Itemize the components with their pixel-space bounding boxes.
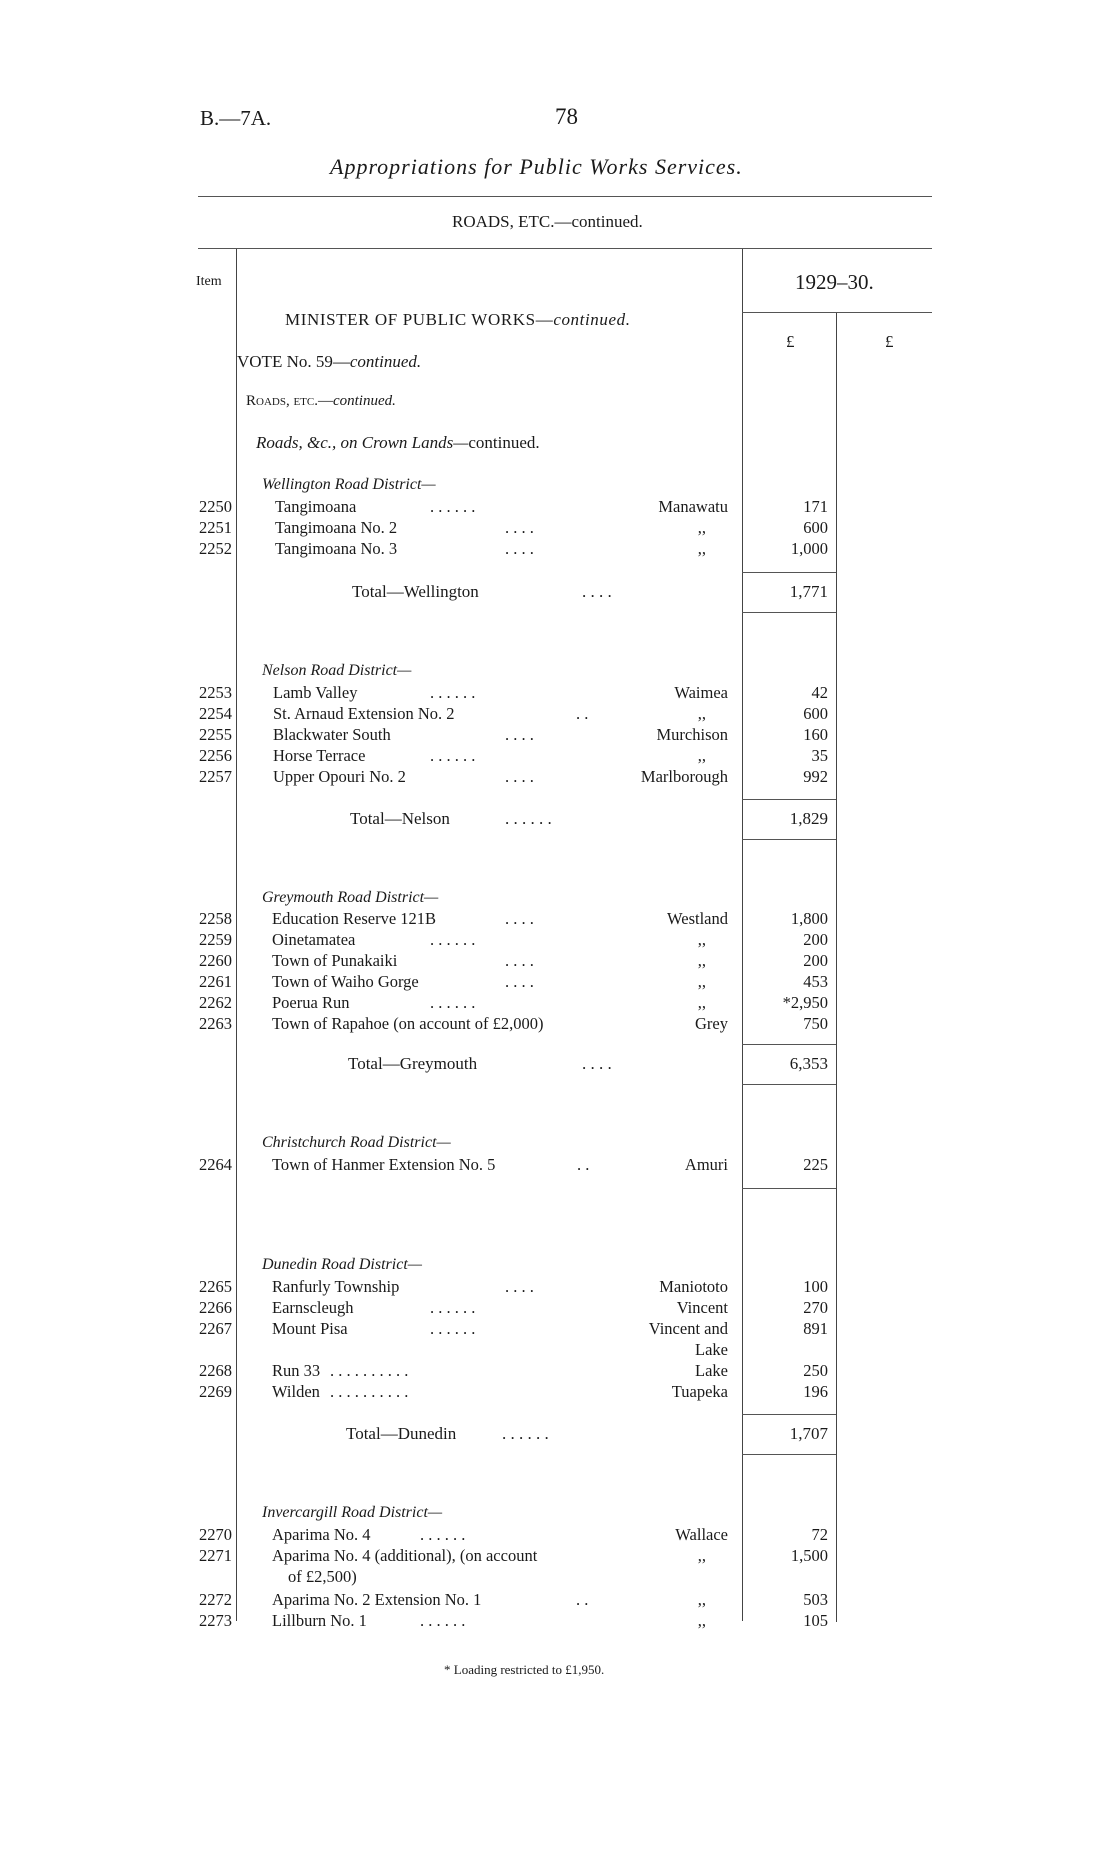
item-amount: 250	[803, 1361, 828, 1380]
item-location: ,,	[697, 746, 706, 765]
item-amount: 453	[803, 972, 828, 991]
table-row	[0, 930, 1114, 951]
leader-dots: . . . . . . . . . .	[330, 1361, 409, 1380]
table-row-continuation	[0, 1340, 1114, 1361]
leader-dots: . . . .	[505, 767, 534, 786]
page-title: Appropriations for Public Works Services.	[330, 154, 743, 179]
minister-heading: MINISTER OF PUBLIC WORKS—continued.	[285, 310, 631, 329]
item-name: Blackwater South	[273, 725, 391, 744]
leader-dots: . . . . . .	[430, 1319, 476, 1338]
item-amount: 600	[803, 518, 828, 537]
item-amount: 200	[803, 930, 828, 949]
leader-dots: . . . .	[505, 951, 534, 970]
item-location: Maniototo	[659, 1277, 728, 1296]
item-name: Lamb Valley	[273, 683, 358, 702]
leader-dots: . . . . . .	[430, 1298, 476, 1317]
table-row	[0, 1590, 1114, 1611]
item-number: 2264	[199, 1155, 232, 1174]
table-row	[0, 518, 1114, 539]
leader-dots: . . . .	[505, 909, 534, 928]
item-location: Murchison	[656, 725, 728, 744]
item-number: 2260	[199, 951, 232, 970]
item-name: St. Arnaud Extension No. 2	[273, 704, 455, 723]
item-name: Town of Hanmer Extension No. 5	[272, 1155, 496, 1174]
item-number: 2268	[199, 1361, 232, 1380]
leader-dots: . . . .	[582, 1054, 612, 1073]
item-number: 2267	[199, 1319, 232, 1338]
item-number: 2250	[199, 497, 232, 516]
item-number: 2253	[199, 683, 232, 702]
district-heading: Wellington Road District—	[262, 476, 436, 493]
item-number: 2271	[199, 1546, 232, 1565]
table-row	[0, 683, 1114, 704]
leader-dots: . . . .	[505, 1277, 534, 1296]
leader-dots: . .	[576, 704, 589, 723]
item-number: 2254	[199, 704, 232, 723]
total-label: Total—Nelson	[350, 809, 450, 828]
item-location: Westland	[667, 909, 728, 928]
currency-header-2: £	[885, 332, 894, 351]
table-row	[0, 746, 1114, 767]
item-amount: 1,000	[790, 539, 828, 558]
table-row	[0, 1277, 1114, 1298]
item-location: ,,	[697, 1611, 706, 1630]
item-amount: 891	[803, 1319, 828, 1338]
item-number: 2273	[199, 1611, 232, 1630]
item-location: Manawatu	[658, 497, 728, 516]
item-amount: 200	[803, 951, 828, 970]
item-amount: *2,950	[782, 993, 828, 1012]
table-row	[0, 539, 1114, 560]
leader-dots: . . . . . .	[505, 809, 552, 828]
item-number: 2263	[199, 1014, 232, 1033]
crown-lands-heading: Roads, &c., on Crown Lands—continued.	[256, 433, 540, 452]
item-location: Lake	[695, 1361, 728, 1380]
leader-dots: . . . .	[582, 582, 612, 601]
leader-dots: . . . . . .	[430, 497, 476, 516]
item-number: 2258	[199, 909, 232, 928]
item-amount: 105	[803, 1611, 828, 1630]
item-number: 2265	[199, 1277, 232, 1296]
item-amount: 160	[803, 725, 828, 744]
item-amount: 750	[803, 1014, 828, 1033]
leader-dots: . . . . . . . . . .	[330, 1382, 409, 1401]
table-row-continuation	[0, 1567, 1114, 1588]
item-name: Town of Waiho Gorge	[272, 972, 419, 991]
header-rule	[198, 248, 932, 249]
leader-dots: . . . . . .	[502, 1424, 549, 1443]
table-row	[0, 1382, 1114, 1403]
total-amount: 1,829	[789, 809, 828, 828]
item-amount: 600	[803, 704, 828, 723]
leader-dots: . . . .	[505, 518, 534, 537]
item-number: 2262	[199, 993, 232, 1012]
year-underline	[742, 312, 932, 313]
item-location: Marlborough	[640, 767, 728, 786]
item-name: Mount Pisa	[272, 1319, 348, 1338]
leader-dots: . .	[577, 1155, 590, 1174]
total-label: Total—Wellington	[352, 582, 479, 601]
item-location: Wallace	[675, 1525, 728, 1544]
item-number: 2259	[199, 930, 232, 949]
item-name: Tangimoana No. 2	[275, 518, 398, 537]
total-label: Total—Greymouth	[348, 1054, 478, 1073]
table-row	[0, 1361, 1114, 1382]
total-rule-top	[742, 572, 836, 573]
item-location: ,,	[697, 1546, 706, 1565]
leader-dots: . . . .	[505, 725, 534, 744]
total-rule-bottom	[742, 839, 836, 840]
vote-heading: VOTE No. 59—continued.	[237, 352, 422, 371]
roads-heading: Roads, etc.—continued.	[246, 393, 396, 409]
page-number: 78	[555, 104, 578, 129]
item-name: Ranfurly Township	[272, 1277, 400, 1296]
item-amount: 992	[803, 767, 828, 786]
table-row	[0, 767, 1114, 788]
table-row	[0, 725, 1114, 746]
item-name: Town of Rapahoe (on account of £2,000)	[272, 1014, 544, 1033]
item-name: Aparima No. 4	[272, 1525, 371, 1544]
item-amount: 196	[803, 1382, 828, 1401]
leader-dots: . . . . . .	[430, 993, 476, 1012]
table-row	[0, 909, 1114, 930]
item-name: Tangimoana No. 3	[275, 539, 398, 558]
item-amount: 72	[811, 1525, 828, 1544]
item-location: ,,	[697, 539, 706, 558]
item-location: ,,	[697, 930, 706, 949]
leader-dots: . . . . . .	[420, 1611, 466, 1630]
item-column-header: Item	[196, 274, 222, 289]
item-name: Lillburn No. 1	[272, 1611, 367, 1630]
item-amount: 42	[811, 683, 828, 702]
item-number: 2270	[199, 1525, 232, 1544]
total-label: Total—Dunedin	[346, 1424, 457, 1443]
item-name: Upper Opouri No. 2	[273, 767, 406, 786]
item-location: Vincent	[676, 1298, 728, 1317]
item-name: Aparima No. 2 Extension No. 1	[272, 1590, 482, 1609]
item-name: Oinetamatea	[272, 930, 356, 949]
table-row	[0, 497, 1114, 518]
table-row	[0, 1319, 1114, 1340]
table-row	[0, 1525, 1114, 1546]
item-name: Earnscleugh	[272, 1298, 354, 1317]
total-amount: 6,353	[789, 1054, 828, 1073]
item-amount: 270	[803, 1298, 828, 1317]
table-row	[0, 972, 1114, 993]
section-rule	[742, 1188, 836, 1189]
total-rule-bottom	[742, 1454, 836, 1455]
currency-header-1: £	[786, 332, 795, 351]
leader-dots: . . . . . .	[430, 930, 476, 949]
item-location: ,,	[697, 993, 706, 1012]
item-name: Wilden	[272, 1382, 320, 1401]
total-rule-top	[742, 1044, 836, 1045]
item-location: Amuri	[684, 1155, 728, 1174]
year-header: 1929–30.	[795, 270, 874, 294]
leader-dots: . . . . . .	[430, 683, 476, 702]
item-number: 2252	[199, 539, 232, 558]
item-amount: 1,500	[790, 1546, 828, 1565]
item-location: Waimea	[674, 683, 728, 702]
item-location: ,,	[697, 518, 706, 537]
item-name: Run 33	[272, 1361, 321, 1380]
total-amount: 1,771	[789, 582, 828, 601]
district-heading: Nelson Road District—	[262, 662, 412, 679]
item-location: Lake	[695, 1340, 728, 1359]
leader-dots: . . . .	[505, 539, 534, 558]
title-rule	[198, 196, 932, 197]
item-number: 2261	[199, 972, 232, 991]
leader-dots: . .	[576, 1590, 589, 1609]
item-number: 2256	[199, 746, 232, 765]
item-name-continuation: of £2,500)	[288, 1567, 357, 1586]
table-row	[0, 951, 1114, 972]
document-code: B.—7A.	[200, 106, 272, 130]
item-location: Tuapeka	[671, 1382, 728, 1401]
table-row	[0, 1298, 1114, 1319]
item-location: Vincent and	[648, 1319, 728, 1338]
item-amount: 1,800	[790, 909, 828, 928]
table-row	[0, 704, 1114, 725]
table-row	[0, 993, 1114, 1014]
item-name: Poerua Run	[272, 993, 350, 1012]
leader-dots: . . . . . .	[420, 1525, 466, 1544]
item-name: Horse Terrace	[273, 746, 366, 765]
item-name: Aparima No. 4 (additional), (on account	[272, 1546, 538, 1565]
table-row	[0, 1611, 1114, 1632]
item-number: 2266	[199, 1298, 232, 1317]
item-number: 2251	[199, 518, 232, 537]
district-heading: Christchurch Road District—	[262, 1134, 451, 1151]
item-number: 2272	[199, 1590, 232, 1609]
total-rule-top	[742, 799, 836, 800]
table-row	[0, 1014, 1114, 1035]
table-row	[0, 1155, 1114, 1176]
item-amount: 225	[803, 1155, 828, 1174]
item-name: Tangimoana	[275, 497, 357, 516]
item-amount: 171	[803, 497, 828, 516]
item-number: 2257	[199, 767, 232, 786]
section-title: ROADS, ETC.—continued.	[452, 212, 643, 231]
item-location: ,,	[697, 704, 706, 723]
district-heading: Invercargill Road District—	[262, 1504, 443, 1521]
item-location: ,,	[697, 951, 706, 970]
item-number: 2255	[199, 725, 232, 744]
total-rule-top	[742, 1414, 836, 1415]
item-number: 2269	[199, 1382, 232, 1401]
item-name: Education Reserve 121B	[272, 909, 437, 928]
item-location: Grey	[695, 1014, 728, 1033]
item-location: ,,	[697, 972, 706, 991]
district-heading: Greymouth Road District—	[262, 889, 439, 906]
total-rule-bottom	[742, 612, 836, 613]
total-amount: 1,707	[789, 1424, 828, 1443]
item-amount: 35	[811, 746, 828, 765]
item-amount: 503	[803, 1590, 828, 1609]
district-heading: Dunedin Road District—	[262, 1256, 422, 1273]
item-name: Town of Punakaiki	[272, 951, 398, 970]
item-location: ,,	[697, 1590, 706, 1609]
item-amount: 100	[803, 1277, 828, 1296]
total-rule-bottom	[742, 1084, 836, 1085]
table-row	[0, 1546, 1114, 1567]
footnote: * Loading restricted to £1,950.	[444, 1662, 605, 1677]
leader-dots: . . . .	[505, 972, 534, 991]
leader-dots: . . . . . .	[430, 746, 476, 765]
